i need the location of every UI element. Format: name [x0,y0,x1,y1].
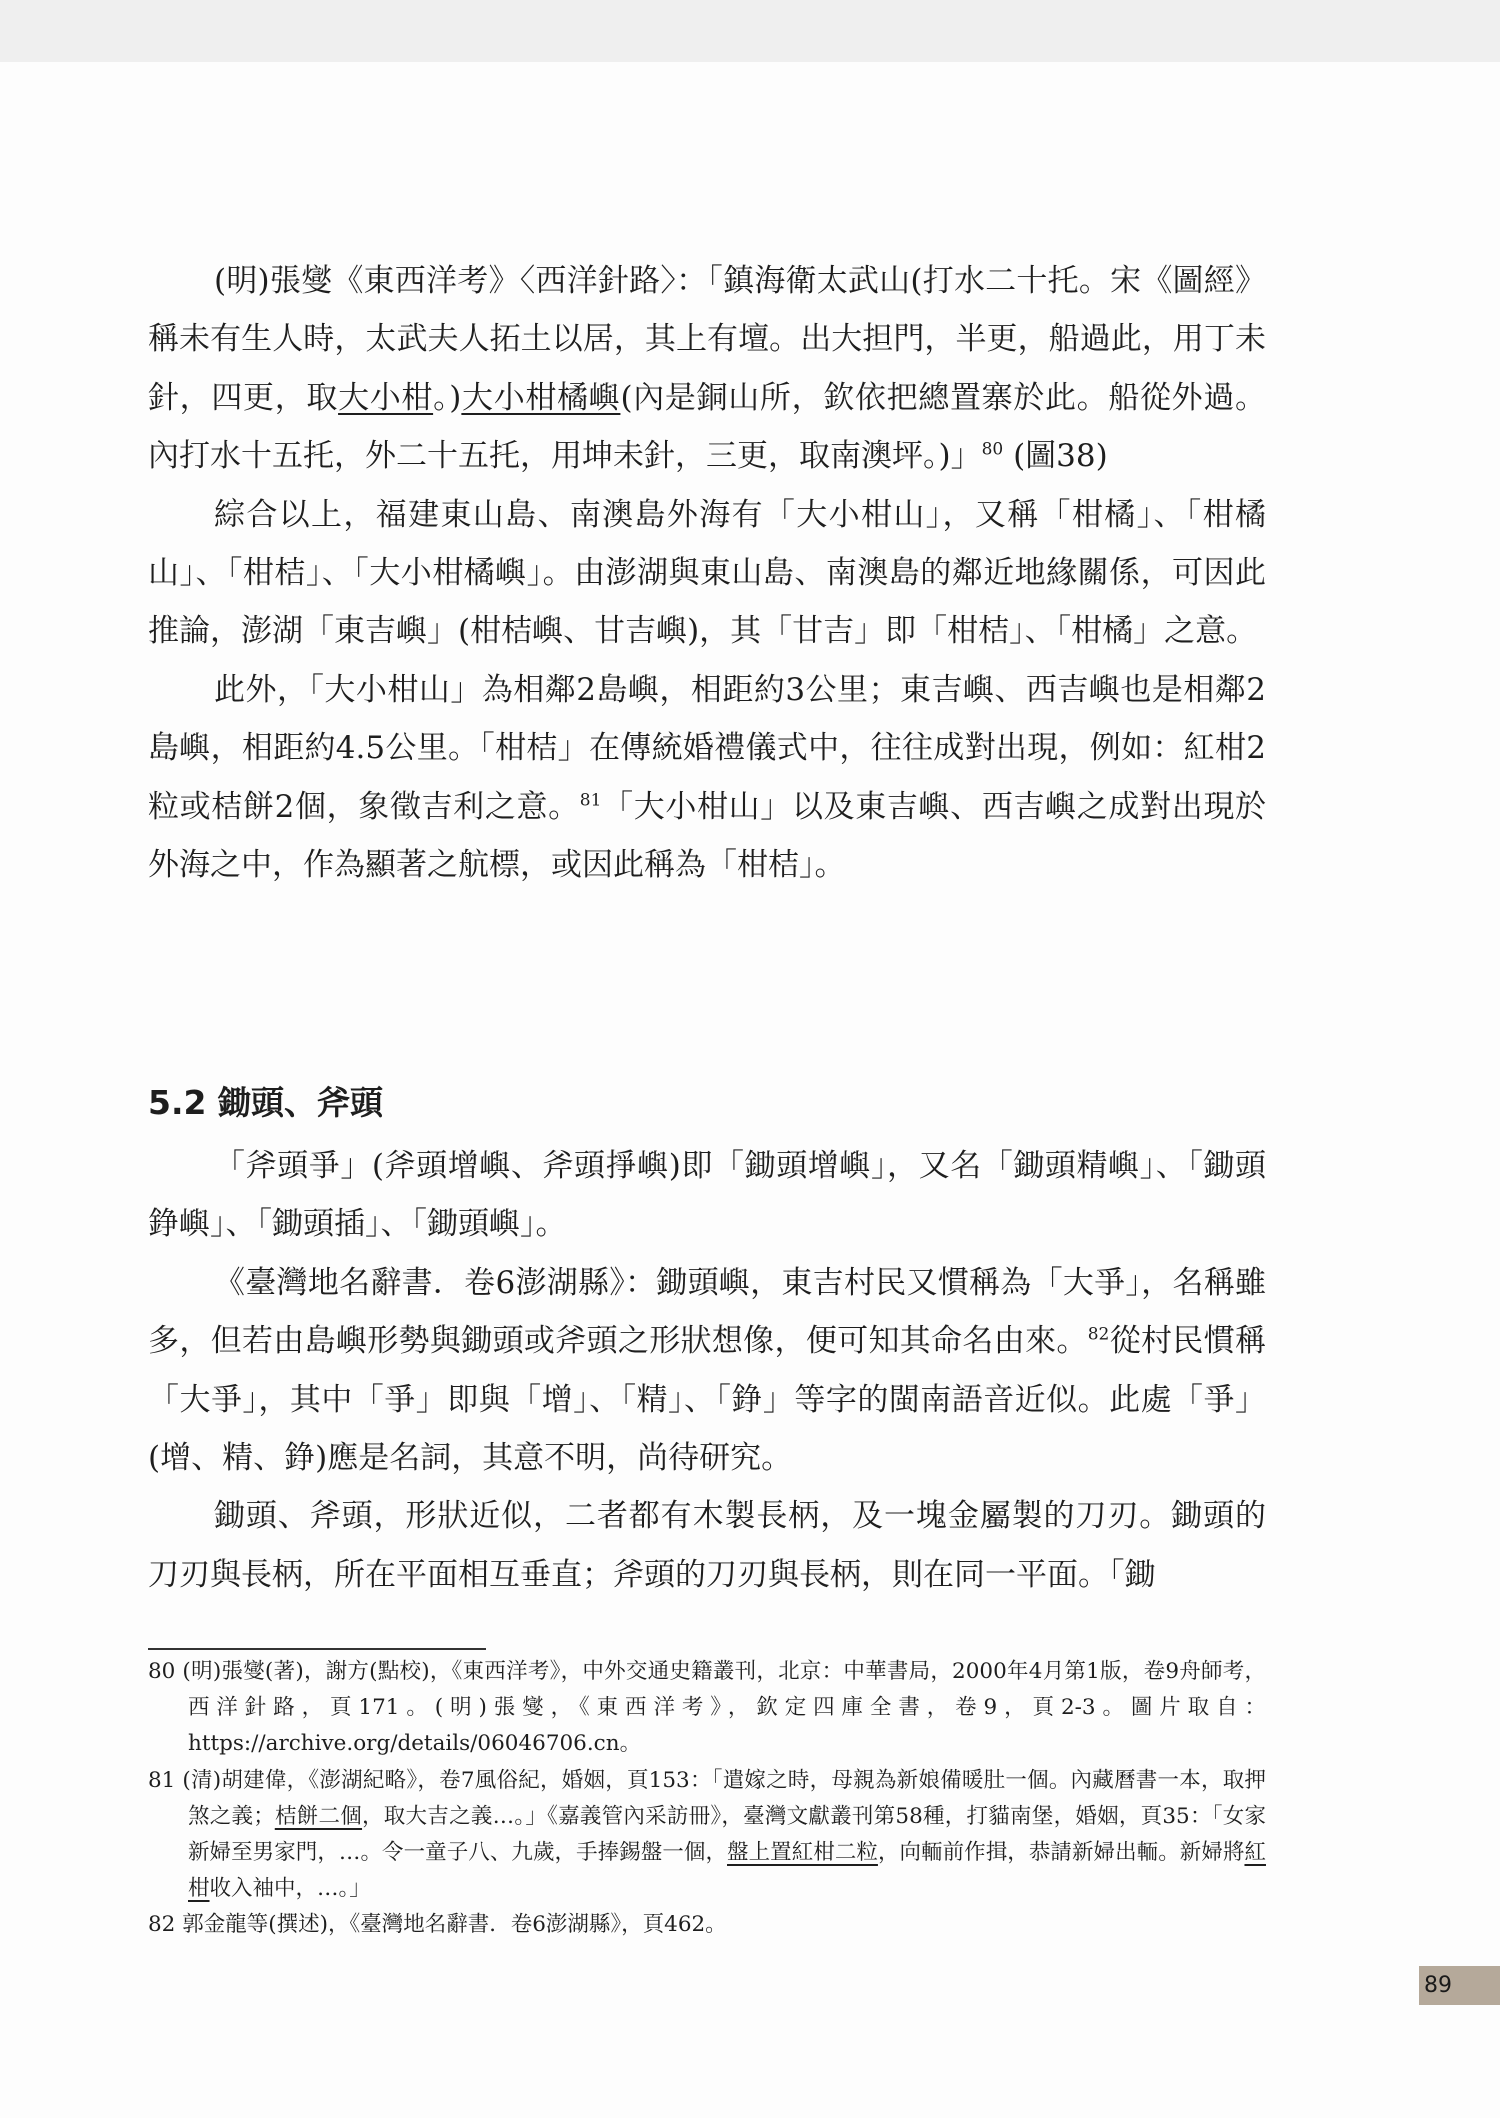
underlined-term: 紅柑 [188,1840,1266,1902]
section-text [148,1137,1266,1604]
underlined-term: 大小柑 [338,379,434,416]
footnote-80: 80 (明)張燮(著)，謝方(點校)，《東西洋考》，中外交通史籍叢刊，北京：中華書局，2000年4月第1版，卷9舟師考，西洋針路，頁171。(明)張燮，《東西洋考》，欽定四庫全書，卷9，頁2-3。圖片取自：https://archive.org/details/06046706.cn。 [148,1659,1266,1757]
footnote-ref-81[interactable]: 81 [579,790,602,811]
footnote-divider [148,1648,486,1650]
main-text [148,252,1266,894]
paragraph-paired-islands: 此外，「大小柑山」為相鄰2島嶼，相距約3公里；東吉嶼、西吉嶼也是相鄰2島嶼，相距約4.5公里。「柑桔」在傳統婚禮儀式中，往往成對出現，例如：紅柑2粒或桔餅2個，象徵吉利之意。$^{81}$「大小柑山」以及東吉嶼、西吉嶼之成對出現於外海之中，作為顯著之航標，或因此稱為「柑桔」。 [148,671,1266,884]
paragraph-hoe-axe-shape: 鋤頭、斧頭，形狀近似，二者都有木製長柄，及一塊金屬製的刀刃。鋤頭的刀刃與長柄，所在平面相互垂直；斧頭的刀刃與長柄，則在同一平面。「鋤 [148,1498,1266,1593]
section-heading: 5.2 鋤頭、斧頭 [148,1083,383,1122]
paragraph-place-dictionary: 《臺灣地名辭書．卷6澎湖縣》：鋤頭嶼，東吉村民又慣稱為「大爭」，名稱雖多，但若由島嶼形勢與鋤頭或斧頭之形狀想像，便可知其命名由來。$^{82}$從村民慣稱「大爭」，其中「爭」即與「增」、「精」、「錚」等字的閩南語音近似。此處「爭」(增、精、錚)應是名詞，其意不明，尚待研究。 [148,1264,1266,1477]
paragraph-quote-dongxiyangkao: (明)張燮《東西洋考》〈西洋針路〉：「鎮海衛太武山(打水二十托。宋《圖經》稱未有生人時，太武夫人拓土以居，其上有壇。出大担門，半更，船過此，用丁未針，四更，取大小柑。)大小柑橘嶼(內是銅山所，欽依把總置寨於此。船從外過。內打水十五托，外二十五托，用坤未針，三更，取南澳坪。)」$^{80}$ (圖38) [148,263,1267,475]
footnote-81: 81 (清)胡建偉，《澎湖紀略》，卷7風俗紀，婚姻，頁153：「遣嫁之時，母親為新娘備暖肚一個。內藏曆書一本，取押煞之義；桔餅二個，取大吉之義…。」《嘉義管內采訪冊》，臺灣文獻叢刊第58種，打貓南堡，婚姻，頁35：「女家新婦至男家門，…。令一童子八、九歲，手捧錫盤一個，盤上置紅柑二粒，向輀前作揖，恭請新婦出輀。新婦將紅柑收入袖中，…。」 [148,1767,1266,1902]
footnote-82: 82 郭金龍等(撰述)，《臺灣地名辭書．卷6澎湖縣》，頁462。 [148,1912,727,1938]
underlined-term: 桔餅二個 [274,1803,363,1829]
underlined-term: 大小柑橘嶼 [461,379,621,416]
footnotes [148,1654,1266,1944]
paragraph-alt-names: 「斧頭爭」(斧頭增嶼、斧頭掙嶼)即「鋤頭增嶼」，又名「鋤頭精嶼」、「鋤頭錚嶼」、「鋤頭插」、「鋤頭嶼」。 [148,1148,1266,1243]
underlined-term: 盤上置紅柑二粒 [727,1840,878,1866]
footnote-ref-82[interactable]: 82 [1087,1324,1110,1345]
footnote-ref-80[interactable]: 80 [981,439,1004,460]
paragraph-summary: 綜合以上，福建東山島、南澳島外海有「大小柑山」，又稱「柑橘」、「柑橘山」、「柑桔」、「大小柑橘嶼」。由澎湖與東山島、南澳島的鄰近地緣關係，可因此推論，澎湖「東吉嶼」(柑桔嶼、甘吉嶼)，其「甘吉」即「柑桔」、「柑橘」之意。 [148,496,1266,650]
page-number: 89 [1424,1973,1452,1998]
